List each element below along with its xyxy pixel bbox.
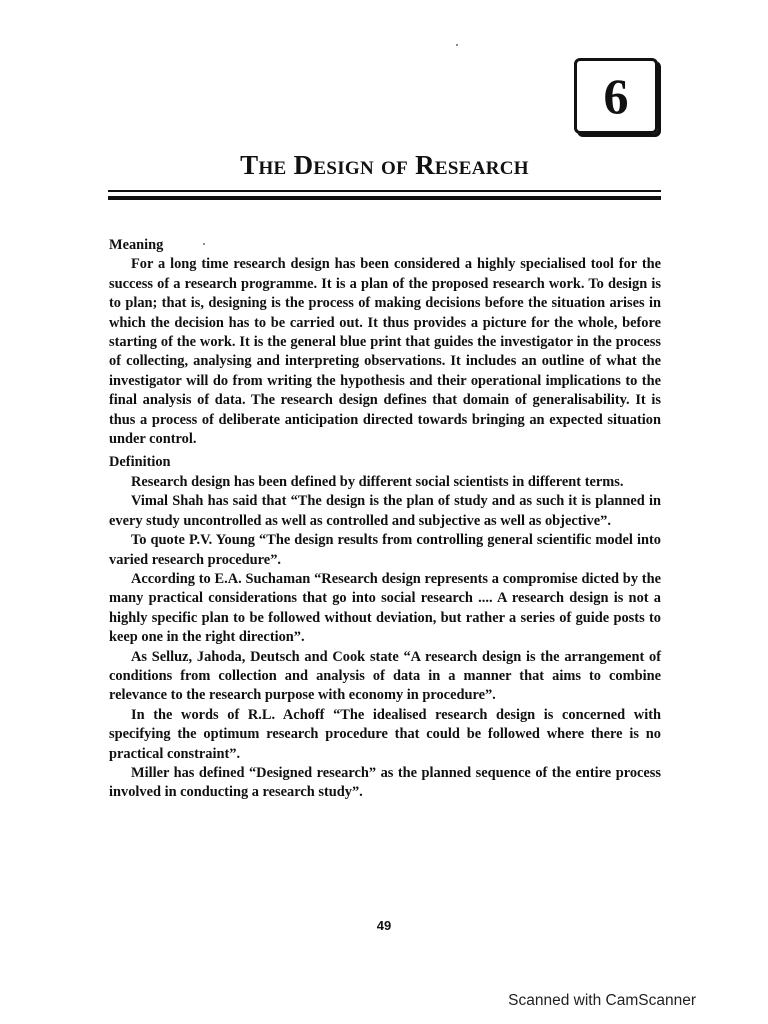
title-rule-thick bbox=[108, 196, 661, 200]
paragraph: Vimal Shah has said that “The design is the plan of study and as such it is planned in every study uncontrolled as well as controlled and subjective as well as objective”. bbox=[109, 493, 661, 529]
paragraph: To quote P.V. Young “The design results from controlling general scientific model into varied research procedure”. bbox=[109, 532, 661, 568]
paragraph: Miller has defined “Designed research” as the planned sequence of the entire process involved in conducting a research study”. bbox=[109, 764, 661, 801]
chapter-title: The Design of Research bbox=[240, 150, 529, 180]
paragraph: For a long time research design has been considered a highly specialised tool for the success of a research programme. It is a plan of the proposed research work. To design is to plan; that is, designing is the process of making decisions before the situation arises in which the decision has to be carried out. It thus provides a picture for the whole, before starting of the work. It is the general blue print that guides the investigator in the process of collecting, analysing and interpreting observations. It includes an outline of what the investigator will do from writing the hypothesis and their operational implications to the final analysis of data. The research design defines that domain of generalisability. It is thus a process of deliberate anticipation directed towards bringing an expected situation under control. bbox=[109, 256, 661, 448]
section-heading-definition: Definition bbox=[109, 454, 171, 471]
chapter-number-box bbox=[574, 58, 658, 134]
paragraph: In the words of R.L. Achoff “The idealised research design is concerned with specifying the optimum research procedure that could be followed where there is no practical constraint”. bbox=[109, 706, 661, 762]
paragraph: As Selluz, Jahoda, Deutsch and Cook state “A research design is the arrangement of conditions from collection and analysis of data in a manner that aims to combine relevance to the research purpose with economy in procedure”. bbox=[109, 648, 661, 704]
section-heading-meaning: Meaning bbox=[109, 237, 164, 253]
scan-speck bbox=[203, 243, 205, 245]
paragraph: According to E.A. Suchaman “Research design represents a compromise dicted by the many practical considerations that go into social research .... A research design is not a highly specific plan to be followed without deviation, but rather a series of guide posts to keep one in the right direction”. bbox=[109, 570, 661, 646]
scanner-watermark: Scanned with CamScanner bbox=[508, 992, 696, 1009]
scan-speck bbox=[456, 44, 458, 46]
body-text bbox=[109, 236, 661, 803]
page-number: 49 bbox=[376, 918, 392, 933]
chapter-number: 6 bbox=[603, 68, 629, 124]
title-rule-thin bbox=[108, 190, 661, 192]
paragraph: Research design has been defined by different social scientists in different terms. bbox=[131, 473, 624, 490]
